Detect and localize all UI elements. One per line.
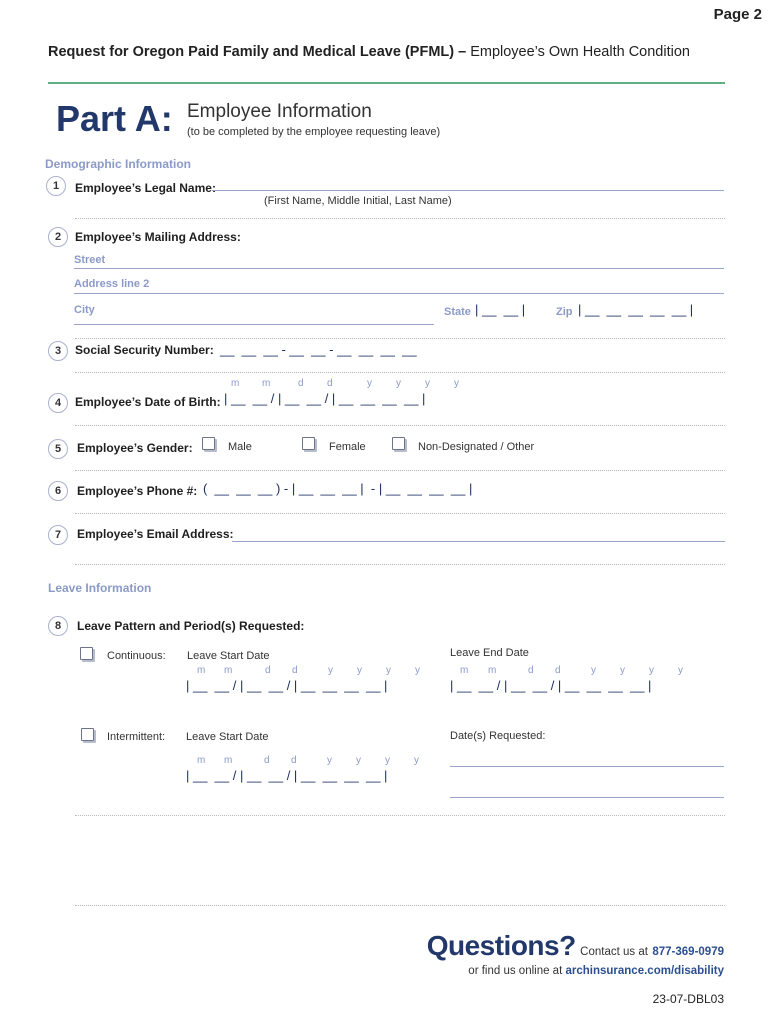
questions-block [427,930,724,962]
dob-format-d1: d [298,378,304,389]
gender-female-checkbox[interactable] [302,437,315,450]
continuous-end-label: Leave End Date [450,647,529,659]
question-number-2: 2 [48,227,68,247]
website-link[interactable]: archinsurance.com/disability [565,965,724,977]
address-line2-label: Address line 2 [74,278,150,290]
form-title [48,44,690,60]
ssn-label: Social Security Number: [75,343,214,357]
cont-end-fmt-m2: m [488,665,497,676]
gender-male-checkbox[interactable] [202,437,215,450]
contact-phone-link[interactable]: 877-369-0979 [652,946,724,958]
dob-format-y1: y [367,378,372,389]
int-start-fmt-y2: y [356,755,361,766]
continuous-start-label: Leave Start Date [187,650,270,662]
phone-field[interactable]: ( __ __ __ ) - | __ __ __ | - | __ __ __ __ | [203,481,473,496]
question-number-3: 3 [48,341,68,361]
question-number-4: 4 [48,393,68,413]
mailing-address-label: Employee’s Mailing Address: [75,230,241,244]
online-line [468,965,724,977]
email-field[interactable] [232,541,725,542]
question-number-6: 6 [48,481,68,501]
divider [75,372,725,373]
continuous-checkbox[interactable] [80,647,93,660]
int-start-fmt-d2: d [291,755,297,766]
city-label: City [74,304,95,316]
dob-format-y3: y [425,378,430,389]
contact-prefix: Contact us at [580,946,648,958]
zip-field[interactable]: | __ __ __ __ __ | [578,302,694,317]
street-field[interactable] [74,268,724,269]
cont-end-fmt-m1: m [460,665,469,676]
int-start-fmt-d1: d [264,755,270,766]
cont-end-fmt-y4: y [678,665,683,676]
cont-start-fmt-d1: d [265,665,271,676]
divider [75,564,725,565]
divider [75,470,725,471]
divider [75,513,725,514]
dates-requested-label: Date(s) Requested: [450,730,546,742]
question-number-8: 8 [48,616,68,636]
leave-pattern-label: Leave Pattern and Period(s) Requested: [77,619,305,633]
divider [75,905,725,906]
gender-other-checkbox[interactable] [392,437,405,450]
form-title-bold: Request for Oregon Paid Family and Medical Leave (PFML) – [48,44,467,60]
divider [75,425,725,426]
form-code: 23-07-DBL03 [652,992,724,1006]
dob-format-y4: y [454,378,459,389]
divider [75,815,725,816]
intermittent-start-label: Leave Start Date [186,731,269,743]
continuous-label: Continuous: [107,650,166,662]
state-label: State [444,306,471,318]
cont-start-fmt-y2: y [357,665,362,676]
cont-end-fmt-y2: y [620,665,625,676]
cont-start-fmt-y1: y [328,665,333,676]
page-number: Page 2 [713,6,762,23]
cont-start-fmt-y3: y [386,665,391,676]
int-start-fmt-y4: y [414,755,419,766]
cont-start-fmt-m2: m [224,665,233,676]
cont-end-fmt-d1: d [528,665,534,676]
dob-format-y2: y [396,378,401,389]
question-number-1: 1 [46,176,66,196]
continuous-start-date-field[interactable]: | __ __ / | __ __ / | __ __ __ __ | [186,678,388,693]
zip-label: Zip [556,306,573,318]
cont-start-fmt-m1: m [197,665,206,676]
divider [75,218,725,219]
part-label: Part A: [56,98,173,139]
ssn-field[interactable]: __ __ __ - __ __ - __ __ __ __ [220,342,417,357]
city-field[interactable] [74,324,434,325]
leave-heading: Leave Information [48,581,152,595]
int-start-fmt-y1: y [327,755,332,766]
dob-field[interactable]: | __ __ / | __ __ / | __ __ __ __ | [224,391,426,406]
email-label: Employee’s Email Address: [77,527,234,541]
intermittent-start-date-field[interactable]: | __ __ / | __ __ / | __ __ __ __ | [186,768,388,783]
dates-requested-field-1[interactable] [450,766,724,767]
dob-label: Employee’s Date of Birth: [75,395,221,409]
int-start-fmt-m1: m [197,755,206,766]
intermittent-checkbox[interactable] [81,728,94,741]
divider [75,338,725,339]
cont-end-fmt-y1: y [591,665,596,676]
int-start-fmt-m2: m [224,755,233,766]
dob-format-d2: d [327,378,333,389]
legal-name-field[interactable] [212,190,724,191]
continuous-end-date-field[interactable]: | __ __ / | __ __ / | __ __ __ __ | [450,678,652,693]
int-start-fmt-y3: y [385,755,390,766]
question-number-7: 7 [48,525,68,545]
cont-start-fmt-y4: y [415,665,420,676]
phone-label: Employee’s Phone #: [77,484,198,498]
cont-end-fmt-d2: d [555,665,561,676]
dates-requested-field-2[interactable] [450,797,724,798]
street-label: Street [74,254,106,266]
gender-other-label: Non-Designated / Other [418,441,535,453]
questions-heading: Questions? [426,930,576,961]
question-number-5: 5 [48,439,68,459]
gender-male-label: Male [228,441,252,453]
intermittent-label: Intermittent: [107,731,166,743]
part-title: Employee Information [187,101,372,122]
address-line2-field[interactable] [74,293,724,294]
header-divider [48,82,725,84]
cont-start-fmt-d2: d [292,665,298,676]
dob-format-m2: m [262,378,271,389]
online-prefix: or find us online at [468,965,563,977]
cont-end-fmt-y3: y [649,665,654,676]
gender-female-label: Female [329,441,366,453]
part-subtitle: (to be completed by the employee requesting leave) [187,126,441,138]
demographic-heading: Demographic Information [45,157,192,171]
legal-name-hint: (First Name, Middle Initial, Last Name) [264,195,452,207]
dob-format-m1: m [231,378,240,389]
state-field[interactable]: | __ __ | [475,302,526,317]
gender-label: Employee’s Gender: [77,441,193,455]
legal-name-label: Employee’s Legal Name: [75,181,216,195]
form-title-rest: Employee’s Own Health Condition [470,44,690,60]
